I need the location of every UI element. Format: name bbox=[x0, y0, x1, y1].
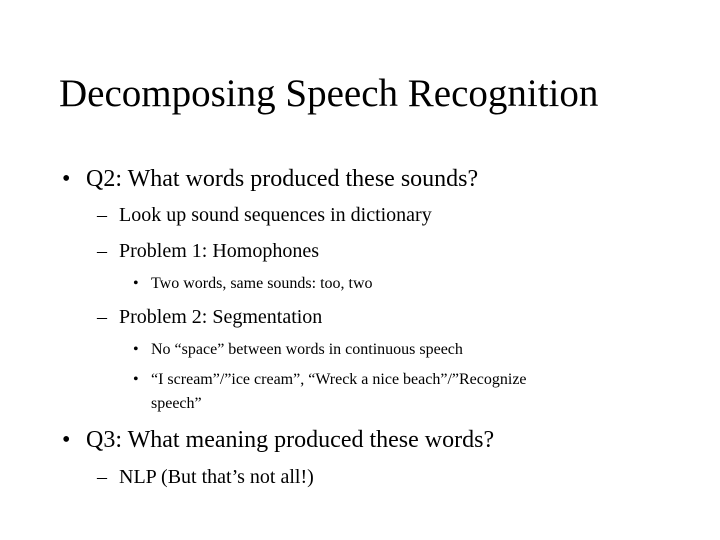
bullet-marker: • bbox=[133, 341, 139, 358]
bullet-text: No “space” between words in continuous speech bbox=[151, 341, 463, 358]
dash-marker: – bbox=[97, 204, 107, 226]
bullet-text: Q2: What words produced these sounds? bbox=[86, 166, 479, 192]
bullet-marker: • bbox=[133, 371, 139, 388]
bullet-marker: • bbox=[62, 166, 71, 192]
dash-marker: – bbox=[97, 306, 107, 328]
bullet-text: Problem 2: Segmentation bbox=[119, 306, 323, 328]
bullet-text: “I scream”/”ice cream”, “Wreck a nice beach”/”Recognize bbox=[151, 371, 527, 388]
bullet-text: Look up sound sequences in dictionary bbox=[119, 204, 432, 226]
bullet-text: Problem 1: Homophones bbox=[119, 240, 319, 262]
bullet-marker: • bbox=[133, 275, 139, 292]
bullet-text: NLP (But that’s not all!) bbox=[119, 466, 314, 488]
bullet-marker: • bbox=[62, 427, 71, 453]
bullet-text: speech” bbox=[151, 395, 202, 412]
dash-marker: – bbox=[97, 466, 107, 488]
dash-marker: – bbox=[97, 240, 107, 262]
slide-title: Decomposing Speech Recognition bbox=[59, 72, 599, 115]
bullet-text: Two words, same sounds: too, two bbox=[151, 275, 373, 292]
bullet-text: Q3: What meaning produced these words? bbox=[86, 427, 495, 453]
